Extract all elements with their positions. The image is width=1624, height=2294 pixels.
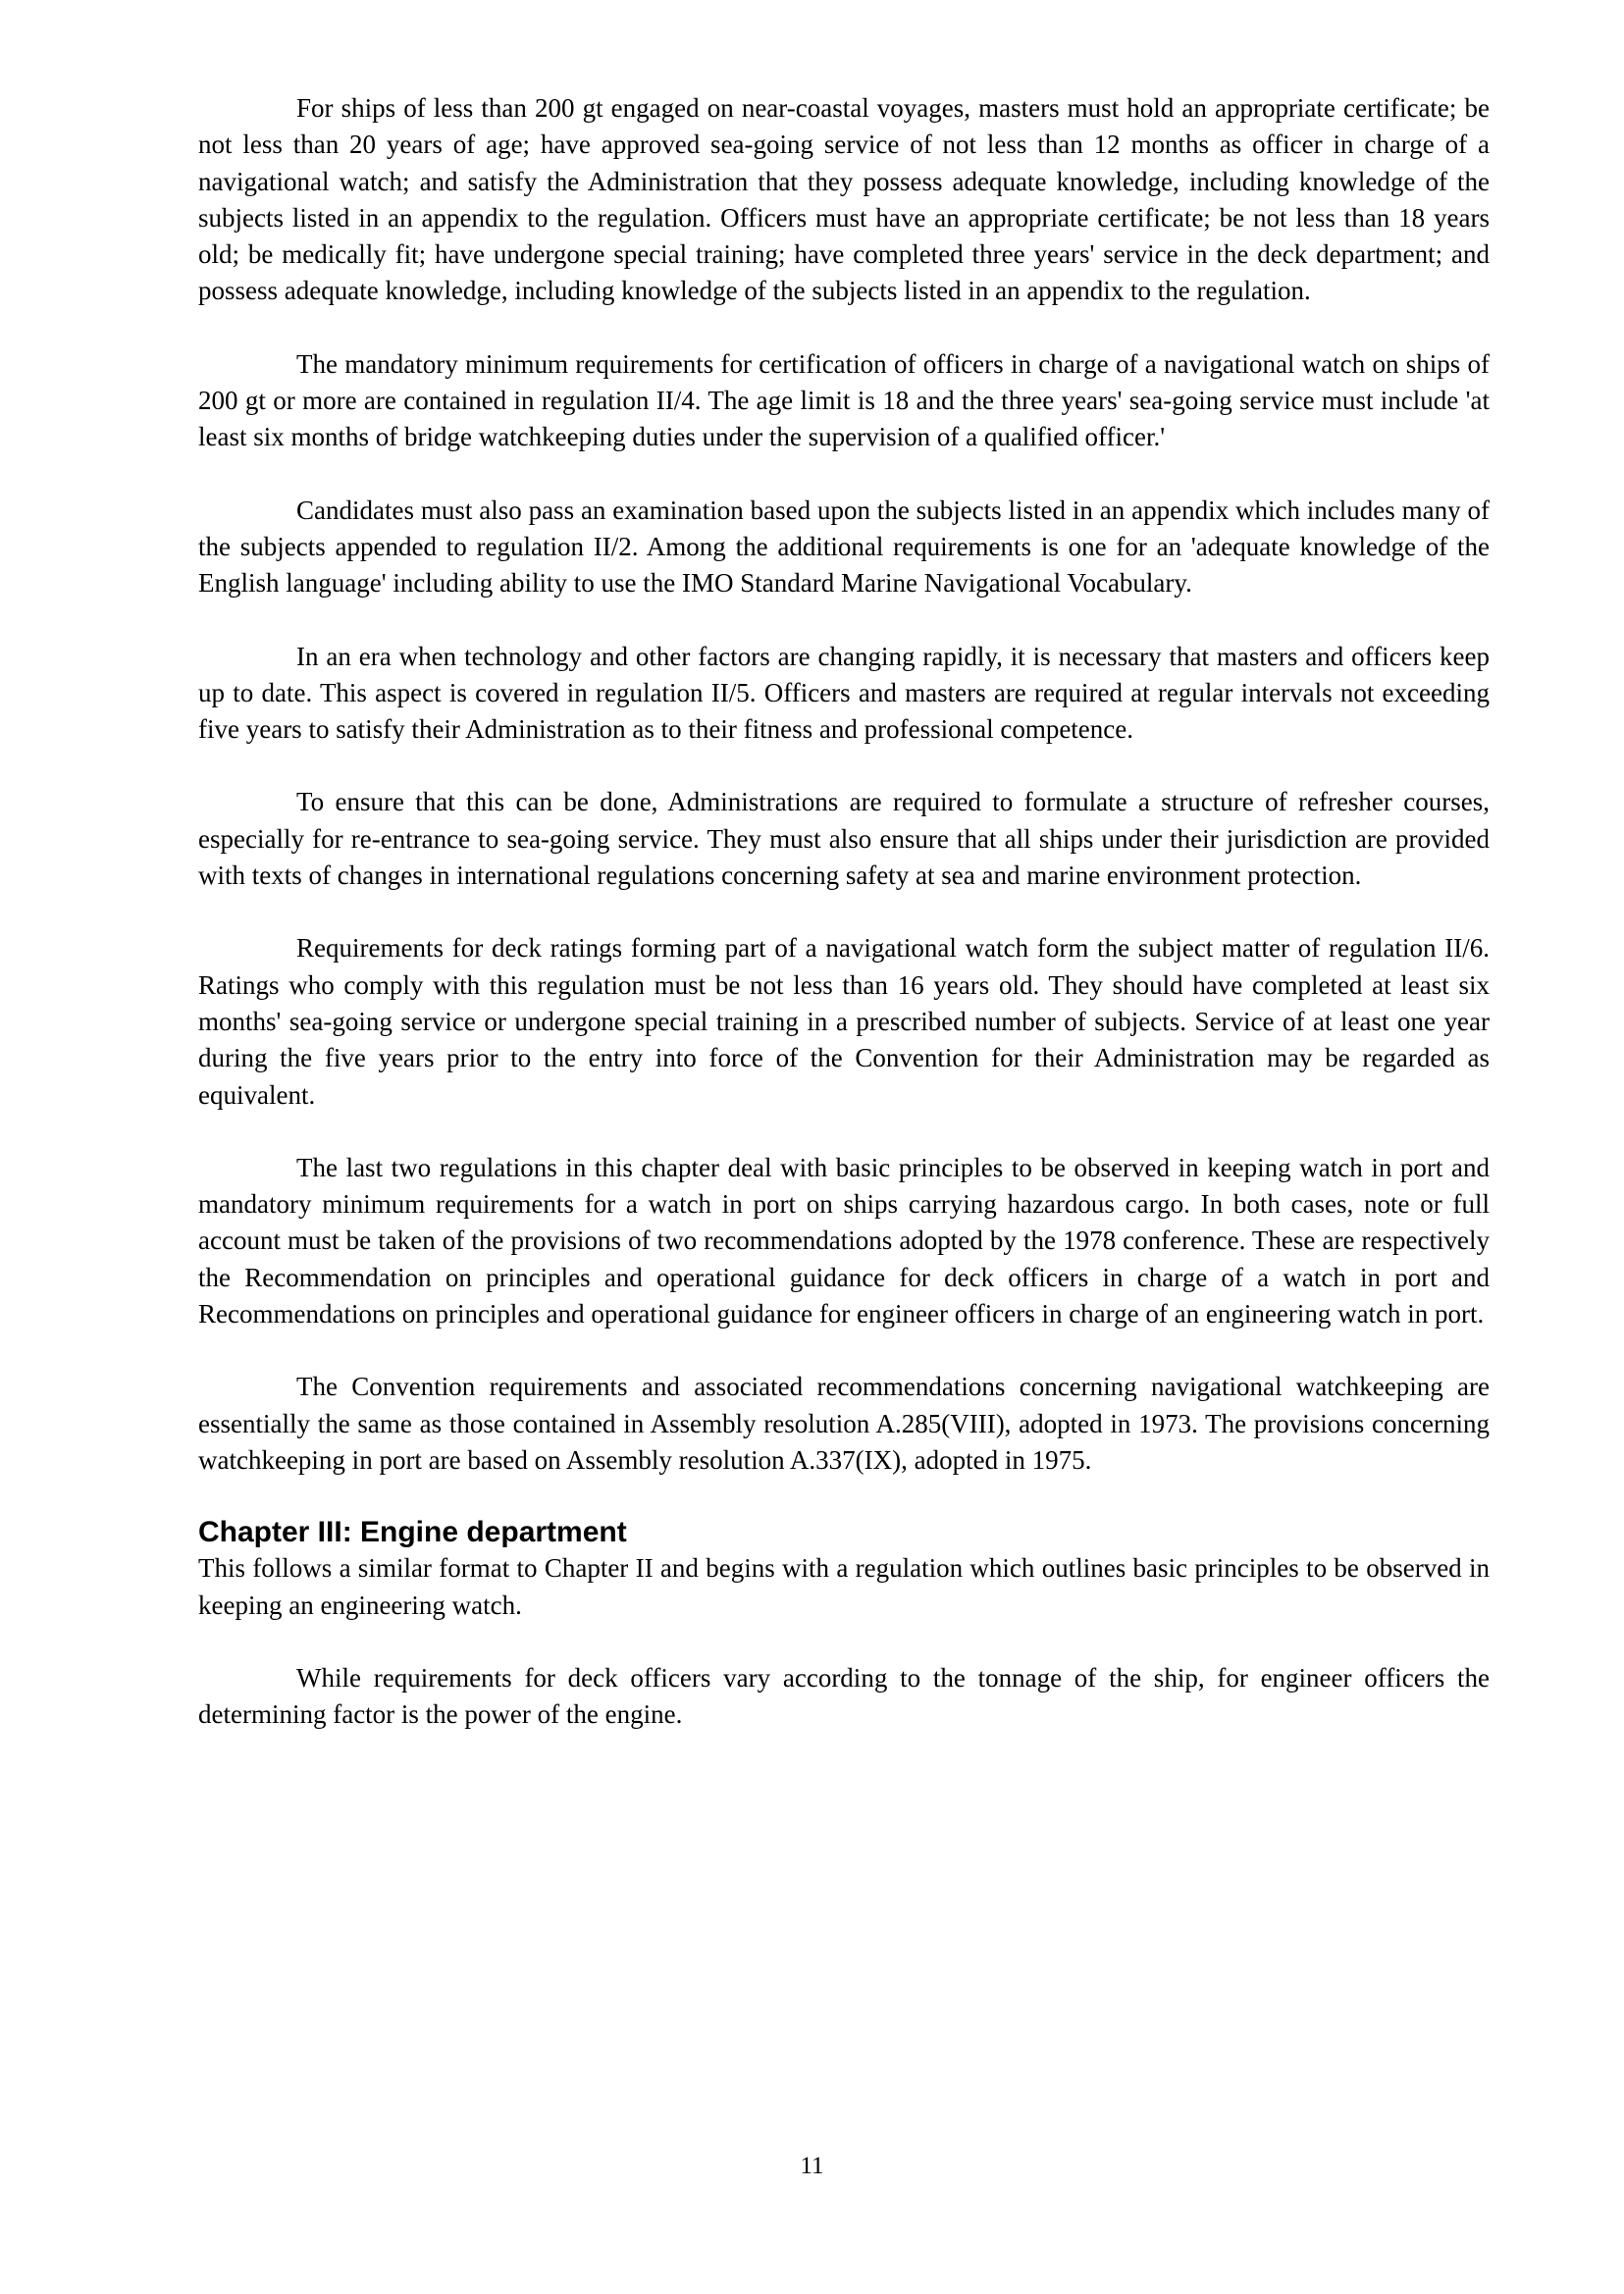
page-number: 11 xyxy=(800,2153,824,2179)
chapter-intro-paragraph: This follows a similar format to Chapter II and begins with a regulation which outlines basic principles to be observed in keeping an engineering watch. xyxy=(198,1553,1490,1620)
paragraph-regulation-ii-6: Requirements for deck ratings forming part of a navigational watch form the subject matter of regulation II/6. Ratings who comply with this regulation must be not less than 16 years old. They should have completed at least six months' sea-going service or undergone special training in a prescribed number of subjects. Service of at least one year during the five years prior to the entry into force of the Convention for their Administration may be regarded as equivalent. xyxy=(198,933,1490,1110)
paragraph-engineer-officers: While requirements for deck officers vary according to the tonnage of the ship, for engineer officers the determining factor is the power of the engine. xyxy=(198,1662,1490,1730)
paragraph-watch-in-port: The last two regulations in this chapter deal with basic principles to be observed in keeping watch in port and mandatory minimum requirements for a watch in port on ships carrying hazardous cargo. In both cases, note or full account must be taken of the provisions of two recommendations adopted by the 1978 conference. These are respectively the Recommendation on principles and operational guidance for deck officers in charge of a watch in port and Recommendations on principles and operational guidance for engineer officers in charge of an engineering watch in port. xyxy=(198,1152,1490,1329)
paragraph-regulation-ii-4: The mandatory minimum requirements for certification of officers in charge of a navigational watch on ships of 200 gt or more are contained in regulation II/4. The age limit is 18 and the three years' sea-going service must include 'at least six months of bridge watchkeeping duties under the supervision of a qualified officer.' xyxy=(198,348,1490,452)
paragraph-examination-requirements: Candidates must also pass an examination based upon the subjects listed in an appendix which includes many of the subjects appended to regulation II/2. Among the additional requirements is one for an 'adequate knowledge of the English language' including ability to use the IMO Standard Marine Navigational Vocabulary. xyxy=(198,495,1490,599)
paragraph-assembly-resolutions: The Convention requirements and associated recommendations concerning navigational watchkeeping are essentially the same as those contained in Assembly resolution A.285(VIII), adopted in 1973. The provisions concerning watchkeeping in port are based on Assembly resolution A.337(IX), adopted in 1975. xyxy=(198,1372,1490,1475)
document-page xyxy=(198,90,1490,1769)
paragraph-regulation-ii-5: In an era when technology and other factors are changing rapidly, it is necessary that masters and officers keep up to date. This aspect is covered in regulation II/5. Officers and masters are required at regular intervals not exceeding five years to satisfy their Administration as to their fitness and professional competence. xyxy=(198,641,1490,745)
chapter-heading: Chapter III: Engine department xyxy=(198,1516,627,1549)
paragraph-masters-officers-near-coastal: For ships of less than 200 gt engaged on near-coastal voyages, masters must hold an appropriate certificate; be not less than 20 years of age; have approved sea-going service of not less than 12 months as officer in charge of a navigational watch; and satisfy the Administration that they possess adequate knowledge, including knowledge of the subjects listed in an appendix to the regulation. Officers must have an appropriate certificate; be not less than 18 years old; be medically fit; have undergone special training; have completed three years' service in the deck department; and possess adequate knowledge, including knowledge of the subjects listed in an appendix to the regulation. xyxy=(198,93,1490,306)
paragraph-refresher-courses: To ensure that this can be done, Administrations are required to formulate a structure of refresher courses, especially for re-entrance to sea-going service. They must also ensure that all ships under their jurisdiction are provided with texts of changes in international regulations concerning safety at sea and marine environment protection. xyxy=(198,787,1490,891)
